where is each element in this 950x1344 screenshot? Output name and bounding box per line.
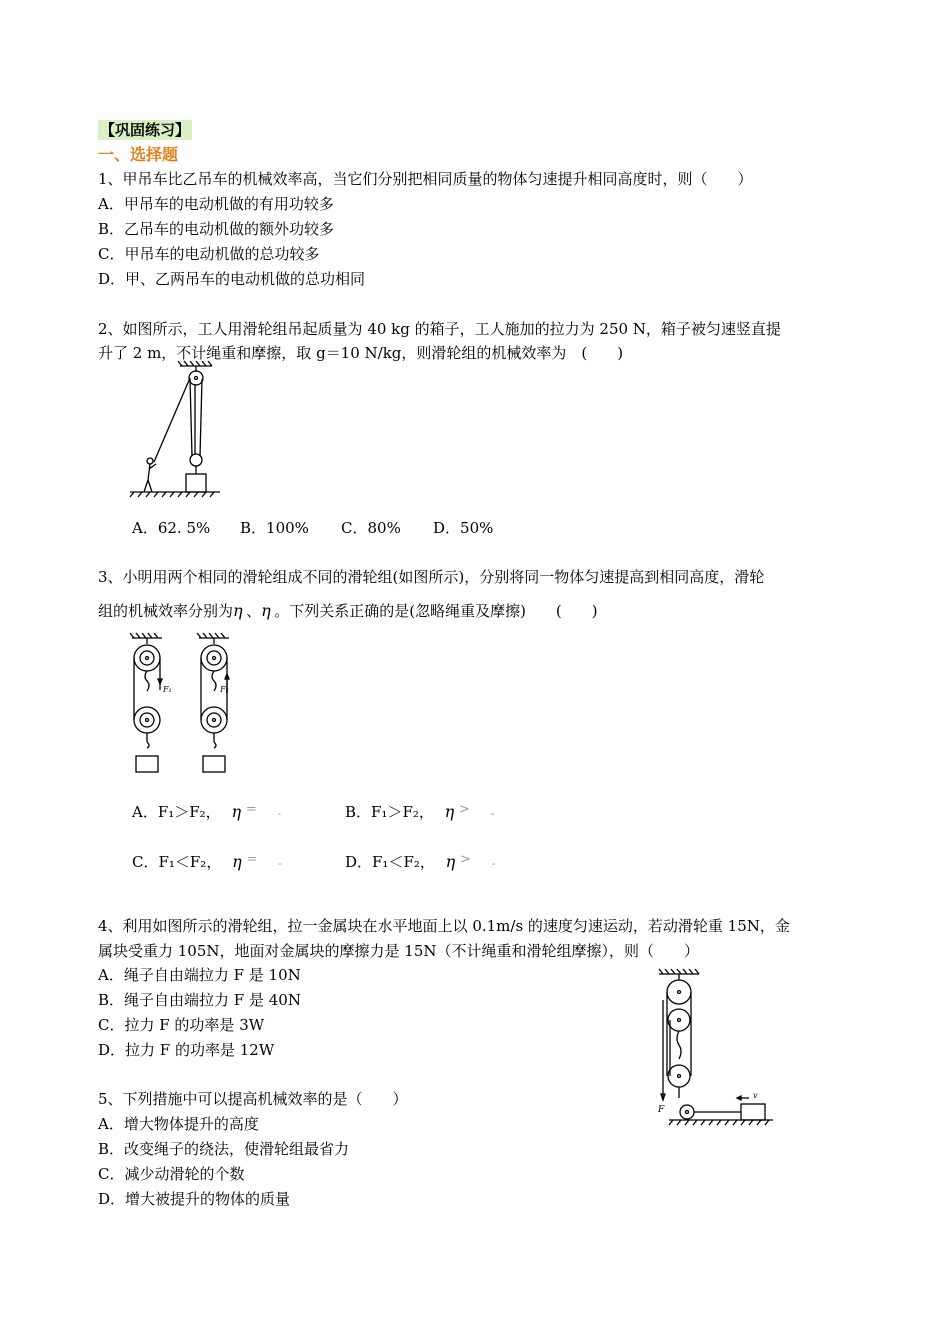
q3-option-b-label: B．F₁＞F₂， [345, 803, 434, 821]
q3-stem-line2 [98, 601, 598, 623]
movable-pulley-2-axle [678, 1075, 681, 1078]
movable-pulley-1 [668, 1009, 690, 1031]
q2-stem-line2: 升了 2 m，不计绳重和摩擦，取 g＝10 N/kg，则滑轮组的机械效率为 ( ) [98, 344, 624, 362]
movable-pulley-left [134, 707, 160, 733]
movable-pulley-1-axle [678, 1019, 681, 1022]
link-hook [677, 1031, 681, 1059]
section-tag: 【巩固练习】 [100, 121, 191, 139]
q3-option-c: C．F₁＜F₂， η = - [132, 852, 282, 871]
q3-stem-line1: 3、小明用两个相同的滑轮组成不同的滑轮组(如图所示)，分别将同一物体匀速提高到相同高度，滑轮 [98, 568, 765, 586]
ground-hatch [669, 1120, 769, 1125]
fixed-pulley-axle [195, 377, 198, 380]
eta-icon: η [445, 852, 456, 871]
pull-rope [154, 378, 190, 462]
q3-option-c-label: C．F₁＜F₂， [132, 853, 222, 871]
q1-stem: 1、甲吊车比乙吊车的机械效率高，当它们分别把相同质量的物体匀速提升相同高度时，则（ ） [98, 170, 753, 188]
label-f1: F₁ [163, 685, 172, 694]
ground-pulley [680, 1105, 694, 1119]
rope-2 [200, 379, 202, 456]
q4-option-a: A．绳子自由端拉力 F 是 10N [98, 966, 301, 984]
q4-option-c: C．拉力 F 的功率是 3W [98, 1016, 265, 1034]
q4-pulley-figure [655, 970, 780, 1135]
box-left [136, 756, 158, 772]
movable-pulley-left-inner [140, 713, 154, 727]
fixed-pulley-top [667, 980, 691, 1004]
fixed-pulley-right-axle [213, 657, 216, 660]
q2-stem-line1: 2、如图所示，工人用滑轮组吊起质量为 40 kg 的箱子，工人施加的拉力为 250 N，箱子被匀速竖直提 [98, 320, 781, 338]
ground-pulley-axle [686, 1111, 689, 1114]
q5-option-b: B．改变绳子的绕法，使滑轮组最省力 [98, 1140, 350, 1158]
ceiling-hatch-left [130, 633, 158, 638]
fixed-pulley-right [201, 645, 227, 671]
q2-option-d: D．50% [433, 519, 494, 537]
ground-hatch [130, 492, 214, 497]
q2-option-b: B．100% [240, 519, 309, 537]
worker-head [147, 458, 153, 464]
movable-pulley-right [201, 707, 227, 733]
hook-right-mid [212, 671, 216, 691]
label-f2: F₂ [220, 685, 229, 694]
fixed-pulley-left-axle [146, 657, 149, 660]
q1-option-d: D．甲、乙两吊车的电动机做的总功相同 [98, 270, 366, 288]
eta-icon: η [444, 802, 455, 821]
fixed-pulley-left-inner [140, 651, 154, 665]
q3-option-a-label: A．F₁＞F₂， [132, 803, 221, 821]
q3-option-b: B．F₁＞F₂， η > - [345, 802, 495, 821]
q3-stem-pre: 组的机械效率分别为 [98, 602, 234, 620]
movable-pulley-right-inner [207, 713, 221, 727]
worker-body [148, 464, 150, 480]
q1-option-a: A．甲吊车的电动机做的有用功较多 [98, 195, 334, 213]
fixed-pulley [189, 371, 203, 385]
eta-icon: η [231, 802, 242, 821]
q5-option-c: C．减少动滑轮的个数 [98, 1165, 245, 1183]
ceiling-hatch-right [197, 633, 225, 638]
q1-option-c: C．甲吊车的电动机做的总功较多 [98, 245, 320, 263]
q4-stem-line2: 属块受重力 105N，地面对金属块的摩擦力是 15N（不计绳重和滑轮组摩擦），则（ ） [98, 942, 700, 960]
q2-option-a: A．62. 5% [132, 519, 211, 537]
q3-option-b-rel: > [459, 802, 470, 817]
q2-pulley-figure [128, 362, 228, 502]
q3-separator: 、 [246, 602, 262, 620]
q3-option-d-label: D．F₁＜F₂， [345, 853, 435, 871]
box [186, 474, 206, 492]
eta-symbol-2: η [261, 601, 271, 620]
movable-pulley-right-axle [213, 719, 216, 722]
q2-option-c: C．80% [341, 519, 401, 537]
q4-option-d: D．拉力 F 的功率是 12W [98, 1041, 275, 1059]
eta-icon: η [232, 852, 242, 871]
movable-pulley-left-axle [146, 719, 149, 722]
fixed-pulley-right-inner [207, 651, 221, 665]
ceiling-hatch [178, 361, 212, 366]
worker-leg-1 [144, 480, 148, 492]
q4-option-b: B．绳子自由端拉力 F 是 40N [98, 991, 301, 1009]
q5-option-d: D．增大被提升的物体的质量 [98, 1190, 291, 1208]
q3-pulley-figure [128, 634, 238, 774]
q3-option-a-rel: = [245, 802, 257, 817]
q3-stem-post: 。下列关系正确的是(忽略绳重及摩擦) ( ) [274, 602, 598, 620]
q3-option-c-rel: = [246, 852, 258, 867]
worker-leg-2 [148, 480, 152, 492]
hook-left-curl [147, 742, 149, 748]
q4-stem-line1: 4、利用如图所示的滑轮组，拉一金属块在水平地面上以 0.1m/s 的速度匀速运动，若动滑轮重 15N，金 [98, 917, 790, 935]
hook-right-curl [214, 742, 216, 748]
label-v: v [753, 1091, 758, 1100]
box-right [203, 756, 225, 772]
metal-block [741, 1104, 765, 1120]
q3-option-a: A．F₁＞F₂， η = - [132, 802, 282, 821]
section-title: 一、选择题 [98, 145, 179, 164]
hook-left-mid [145, 671, 149, 691]
ceiling-hatch [659, 969, 699, 974]
q1-option-b: B．乙吊车的电动机做的额外功较多 [98, 220, 335, 238]
movable-pulley-2 [668, 1065, 690, 1087]
label-f: F [658, 1105, 665, 1115]
movable-pulley [190, 454, 202, 466]
fixed-pulley-left [134, 645, 160, 671]
fixed-pulley-top-axle [678, 991, 681, 994]
q5-stem: 5、下列措施中可以提高机械效率的是（ ） [98, 1090, 408, 1108]
eta-symbol-1: η [233, 601, 243, 620]
rope-1 [190, 379, 192, 456]
q3-option-d-rel: > [460, 852, 471, 867]
q5-option-a: A．增大物体提升的高度 [98, 1115, 259, 1133]
q3-option-d: D．F₁＜F₂， η > - [345, 852, 496, 871]
